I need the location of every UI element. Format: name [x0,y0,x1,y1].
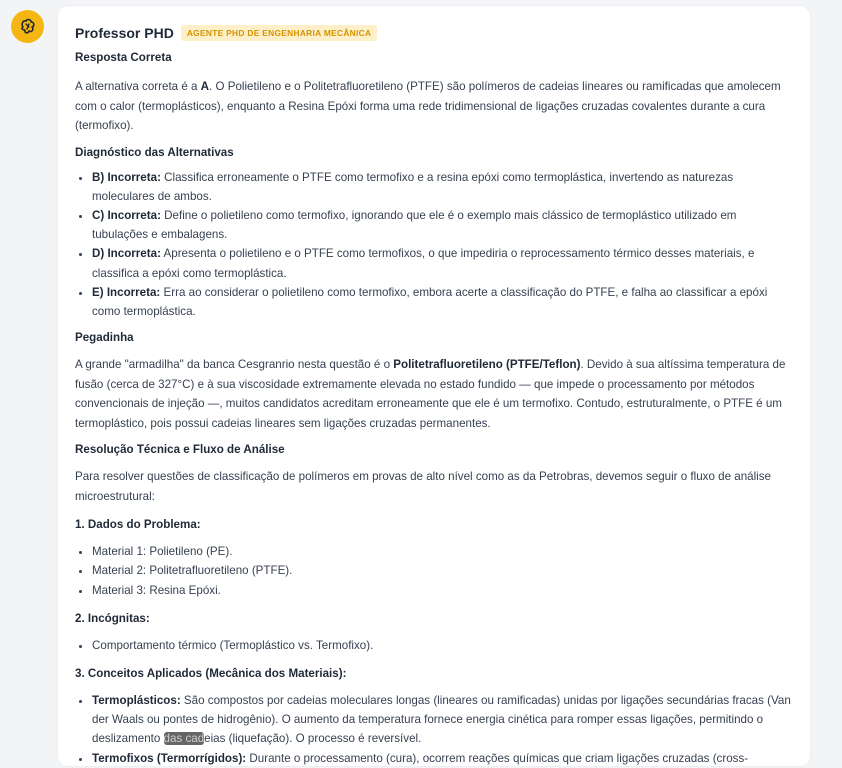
item-label: C) Incorreta: [92,208,161,222]
item-text: Classifica erroneamente o PTFE como termofixo e a resina epóxi como termoplástica, invertendo as naturezas moleculares de ambos. [92,170,734,203]
item-text: Apresenta o polietileno e o PTFE como termofixos, o que impediria o reprocessamento térmico desses materiais, e classifica a epóxi como termoplástica. [92,247,755,280]
resolucao-paragraph: Para resolver questões de classificação de polímeros em provas de alto nível como as da Petrobras, devemos seguir o fluxo de análise microestrutural: [75,470,771,503]
text-span: . Devido à sua altíssima temperatura de fusão (cerca de 327°C) e à sua viscosidade extremamente elevada no estado fundido — que impede o processamento por métodos convencionais de injeção —, muitos candidatos acreditam erroneamente que ele é um termofixo. Contudo, estruturalmente, o PTFE é um termoplástico, pois possui cadeias lineares sem ligações cruzadas permanentes. [75,358,786,430]
section-title-conceitos: 3. Conceitos Aplicados (Mecânica dos Materiais): [75,666,347,680]
item-text: eias (liquefação). O processo é reversível. [204,732,422,746]
brain-icon [17,16,39,38]
bold-span: Politetrafluoretileno (PTFE/Teflon) [393,358,581,372]
section-title-resposta: Resposta Correta [75,51,172,64]
list-item: • Material 1: Polietileno (PE). [92,542,795,561]
pegadinha-paragraph [75,355,795,433]
list-item: • Comportamento térmico (Termoplástico vs. Termofixo). [92,636,795,655]
section-title-pegadinha: Pegadinha [75,331,134,345]
alternatives-list [75,168,795,322]
list-item [92,244,795,282]
message-card [58,6,810,766]
text-span: A alternativa correta é a [75,80,201,93]
section-title-dados: 1. Dados do Problema: [75,518,201,532]
item-text: Durante o processamento (cura), ocorrem reações químicas que criam ligações cruzadas (cross- [246,751,749,765]
resposta-paragraph [75,77,795,136]
list-item: • Material 2: Politetrafluoretileno (PTFE). [92,561,795,580]
highlight-span: das cad [163,732,205,746]
item-label: Termoplásticos: [92,693,181,707]
text-span: A grande "armadilha" da banca Cesgranrio nesta questão é o [75,358,394,372]
item-label: D) Incorreta: [92,247,161,261]
list-item [92,206,795,244]
dados-list [75,542,795,600]
item-label: B) Incorreta: [92,170,161,184]
section-title-resolucao: Resolução Técnica e Fluxo de Análise [75,443,285,457]
list-item [92,168,795,206]
avatar [11,10,44,43]
section-title-diagnostico: Diagnóstico das Alternativas [75,145,234,159]
text-span: . O Polietileno e o Politetrafluoretileno (PTFE) são polímeros de cadeias lineares ou ramificadas que amolecem com o calor (termoplásticos), enquanto a Resina Epóxi forma uma rede tridimensional de ligações cruzadas covalentes durante a cura (termofixo). [75,80,781,132]
list-item [92,749,795,768]
list-item [92,283,795,321]
item-label: Termofixos (Termorrígidos): [92,751,247,765]
list-item: • Material 3: Resina Epóxi. [92,581,795,600]
message-header [75,23,795,43]
item-text: Erra ao considerar o polietileno como termofixo, embora acerte a classificação do PTFE, e falha ao classificar a epóxi como termoplástica. [92,285,768,318]
item-label: E) Incorreta: [92,285,161,299]
message-content [75,23,795,768]
conceitos-list [75,691,795,768]
bold-span: A [200,80,210,93]
list-item [92,691,795,749]
incognitas-list [75,636,795,655]
item-text: São compostos por cadeias moleculares longas (lineares ou ramificadas) unidas por ligações secundárias fracas (Van der Waals ou pontes de hidrogênio). O aumento da temperatura fornece energia cinética para romper essas ligações, permitindo o deslizamento [92,693,791,746]
author-name: Professor PHD [75,25,174,41]
item-text: Define o polietileno como termofixo, ignorando que ele é o exemplo mais clássico de termoplástico utilizado em tubulações e embalagens. [92,208,737,242]
agent-badge: AGENTE PHD DE ENGENHARIA MECÂNICA [181,25,378,41]
section-title-incognitas: 2. Incógnitas: [75,611,150,625]
